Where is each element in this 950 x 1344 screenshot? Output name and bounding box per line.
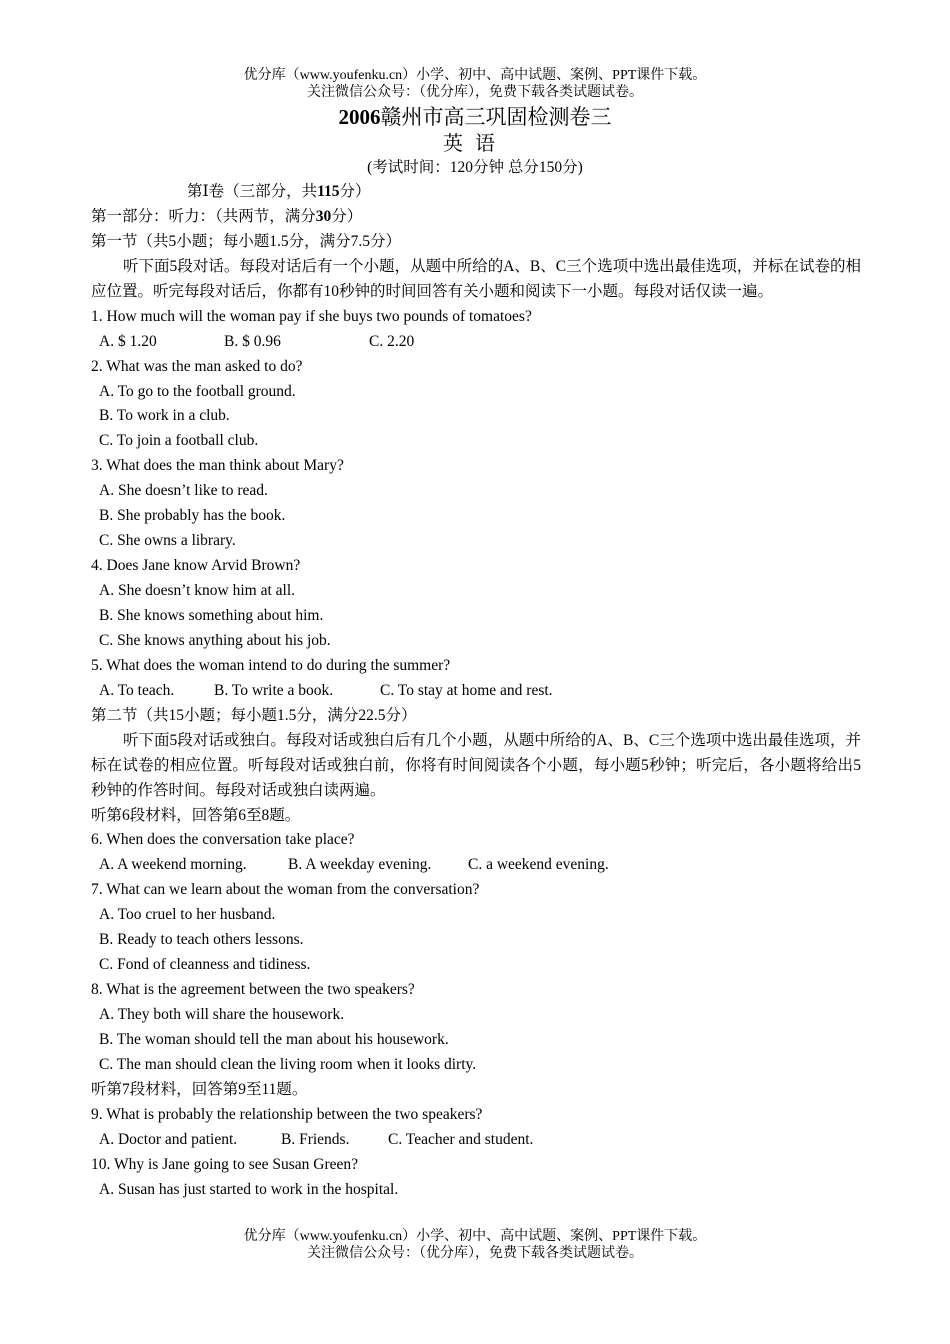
volume-heading-pre: 第Ⅰ卷（三部分，共 (187, 183, 318, 200)
volume-heading (91, 180, 861, 205)
option-a[interactable]: A. To teach. (99, 681, 175, 699)
option-a[interactable]: A. A weekend morning. (99, 856, 247, 874)
option-b[interactable]: B. Ready to teach others lessons. (99, 931, 304, 949)
option-b[interactable]: B. $ 0.96 (224, 332, 281, 350)
volume-heading-num: 115 (317, 183, 340, 200)
question-3: 3. What does the man think about Mary? (91, 457, 344, 475)
question-6: 6. When does the conversation take place? (91, 831, 355, 849)
question-1: 1. How much will the woman pay if she buys two pounds of tomatoes? (91, 307, 532, 325)
option-c[interactable]: C. She owns a library. (99, 532, 236, 550)
header-line-1: 优分库（www.youfenku.cn）小学、初中、高中试题、案例、PPT课件下载。 (243, 68, 707, 83)
option-c[interactable]: C. 2.20 (369, 332, 415, 350)
option-a[interactable]: A. Too cruel to her husband. (99, 906, 276, 924)
option-b[interactable]: B. To work in a club. (99, 407, 230, 425)
question-4: 4. Does Jane know Arvid Brown? (91, 557, 301, 575)
option-b[interactable]: B. Friends. (281, 1130, 350, 1148)
material-7-note: 听第7段材料，回答第9至11题。 (91, 1080, 308, 1098)
title-year: 2006 (338, 105, 381, 129)
option-a[interactable]: A. Doctor and patient. (99, 1130, 238, 1148)
subject-title: 英语 (443, 133, 507, 155)
option-a[interactable]: A. Susan has just started to work in the hospital. (99, 1180, 399, 1198)
question-5: 5. What does the woman intend to do during the summer? (91, 656, 451, 674)
question-9-options (91, 1128, 861, 1153)
question-9: 9. What is probably the relationship between the two speakers? (91, 1105, 483, 1123)
exam-title (0, 104, 950, 130)
exam-time-info: (考试时间：120分钟 总分150分) (367, 159, 583, 176)
option-a[interactable]: A. To go to the football ground. (99, 382, 296, 400)
section1-heading: 第一节（共5小题；每小题1.5分，满分7.5分） (91, 232, 402, 250)
volume-heading-post: 分） (339, 183, 371, 200)
option-b[interactable]: B. The woman should tell the man about his housework. (99, 1030, 449, 1048)
question-5-options (91, 679, 861, 704)
option-a[interactable]: A. She doesn’t like to read. (99, 482, 268, 500)
question-8: 8. What is the agreement between the two speakers? (91, 981, 415, 999)
part1-heading-num: 30 (315, 207, 332, 225)
question-7: 7. What can we learn about the woman from the conversation? (91, 881, 480, 899)
option-c[interactable]: C. Fond of cleanness and tidiness. (99, 956, 311, 974)
question-6-options (91, 853, 861, 878)
option-c[interactable]: C. To stay at home and rest. (380, 681, 553, 699)
option-c[interactable]: C. To join a football club. (99, 432, 259, 450)
header-line-2: 关注微信公众号：（优分库），免费下载各类试题试卷。 (307, 85, 643, 100)
title-text: 赣州市高三巩固检测卷三 (380, 105, 612, 129)
option-b[interactable]: B. She knows something about him. (99, 606, 324, 624)
option-a[interactable]: A. $ 1.20 (99, 332, 157, 350)
page-footer (0, 1228, 950, 1262)
option-b[interactable]: B. She probably has the book. (99, 507, 286, 525)
part1-heading-post: 分） (331, 207, 363, 225)
question-1-options (91, 330, 861, 355)
option-b[interactable]: B. To write a book. (214, 681, 334, 699)
question-10: 10. Why is Jane going to see Susan Green? (91, 1155, 359, 1173)
option-c[interactable]: C. Teacher and student. (388, 1130, 534, 1148)
footer-line-1: 优分库（www.youfenku.cn）小学、初中、高中试题、案例、PPT课件下载。 (243, 1229, 707, 1244)
section1-instructions: 听下面5段对话。每段对话后有一个小题，从题中所给的A、B、C三个选项中选出最佳选项，并标在试卷的相应位置。听完每段对话后，你都有10秒钟的时间回答有关小题和阅读下一小题。每段对话仅读一遍。 (91, 257, 861, 300)
option-c[interactable]: C. The man should clean the living room when it looks dirty. (99, 1055, 477, 1073)
footer-line-2: 关注微信公众号：（优分库），免费下载各类试题试卷。 (307, 1246, 643, 1261)
material-6-note: 听第6段材料，回答第6至8题。 (91, 806, 301, 824)
section2-heading: 第二节（共15小题；每小题1.5分，满分22.5分） (91, 706, 417, 724)
option-a[interactable]: A. They both will share the housework. (99, 1006, 345, 1024)
part1-heading-pre: 第一部分：听力：（共两节，满分 (91, 207, 316, 225)
option-c[interactable]: C. She knows anything about his job. (99, 631, 331, 649)
option-a[interactable]: A. She doesn’t know him at all. (99, 582, 296, 600)
option-b[interactable]: B. A weekday evening. (288, 856, 432, 874)
question-2: 2. What was the man asked to do? (91, 357, 303, 375)
option-c[interactable]: C. a weekend evening. (468, 856, 609, 874)
section2-instructions: 听下面5段对话或独白。每段对话或独白后有几个小题，从题中所给的A、B、C三个选项中选出最佳选项，并标在试卷的相应位置。听每段对话或独白前，你将有时间阅读各个小题，每小题5秒钟；听完后，各小题将给出5秒钟的作答时间。每段对话或独白读两遍。 (91, 731, 861, 799)
exam-body (91, 180, 861, 1203)
part1-heading (91, 205, 861, 230)
page-header (0, 67, 950, 101)
